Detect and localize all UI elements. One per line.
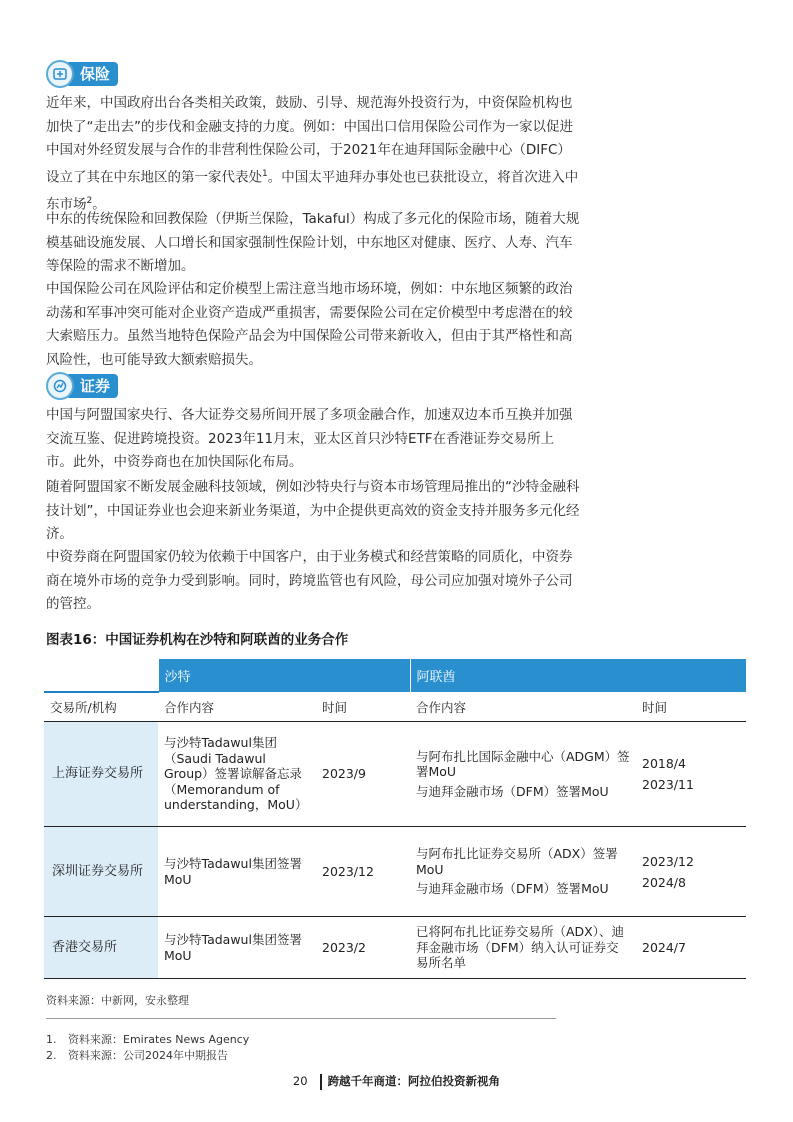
figure-title: 图表16：中国证券机构在沙特和阿联酋的业务合作 [46, 632, 349, 648]
row-uae-time: 2018/4 2023/11 [636, 722, 746, 827]
row-org: 香港交易所 [44, 917, 158, 979]
row-saudi-time: 2023/2 [316, 917, 410, 979]
page-footer [0, 1073, 793, 1090]
column-header-saudi-content: 合作内容 [158, 692, 316, 722]
section-header-securities [46, 372, 118, 400]
row-uae-content: 已将阿布扎比证券交易所（ADX）、迪拜金融市场（DFM）纳入认可证券交易所名单 [410, 917, 636, 979]
table-row [44, 827, 746, 917]
row-saudi-content: 与沙特Tadawul集团签署MoU [158, 827, 316, 917]
table-row [44, 722, 746, 827]
footnote-ref-2: 2 [86, 195, 93, 206]
footer-title: 跨越千年商道：阿拉伯投资新视角 [327, 1074, 501, 1088]
row-org: 上海证券交易所 [44, 722, 158, 827]
section-header-insurance [46, 60, 118, 88]
cooperation-table [44, 659, 746, 979]
insurance-icon [46, 60, 74, 88]
row-saudi-content: 与沙特Tadawul集团签署MoU [158, 917, 316, 979]
table-group-header-row [44, 659, 746, 692]
table-column-header-row [44, 692, 746, 722]
row-uae-time: 2024/7 [636, 917, 746, 979]
paragraph-insurance-1: 近年来，中国政府出台各类相关政策，鼓励、引导、规范海外投资行为，中资保险机构也加快了“走出去”的步伐和金融支持的力度。例如：中国出口信用保险公司作为一家以促进中国对外经贸发展与合作的非营利性保险公司，于2021年在迪拜国际金融中心（DIFC）设立了其在中东地区的第一家代表处$^1$。中国太平迪拜办事处也已获批设立，将首次进入中东市场$^2$。 [46, 95, 579, 212]
securities-icon [46, 372, 74, 400]
column-header-saudi-time: 时间 [316, 692, 410, 722]
row-uae-content: 与阿布扎比证券交易所（ADX）签署MoU 与迪拜金融市场（DFM）签署MoU [410, 827, 636, 917]
footnote-2: 2. 资料来源：公司2024年中期报告 [46, 1049, 228, 1062]
row-saudi-content: 与沙特Tadawul集团（Saudi Tadawul Group）签署谅解备忘录（Memorandum of understanding，MoU） [158, 722, 316, 827]
section-title-securities: 证券 [68, 374, 118, 398]
paragraph-securities-1: 中国与阿盟国家央行、各大证券交易所间开展了多项金融合作，加速双边本币互换并加强交流互鉴、促进跨境投资。2023年11月末，亚太区首只沙特ETF在香港证券交易所上市。此外，中资券商也在加快国际化布局。 [46, 407, 573, 470]
footnote-divider [46, 1018, 556, 1019]
row-saudi-time: 2023/9 [316, 722, 410, 827]
row-uae-time: 2023/12 2024/8 [636, 827, 746, 917]
group-header-uae: 阿联酋 [410, 659, 746, 692]
paragraph-securities-3: 中资券商在阿盟国家仍较为依赖于中国客户，由于业务模式和经营策略的同质化，中资券商在境外市场的竞争力受到影响。同时，跨境监管也有风险，母公司应加强对境外子公司的管控。 [46, 549, 573, 612]
row-org: 深圳证券交易所 [44, 827, 158, 917]
column-header-uae-content: 合作内容 [410, 692, 636, 722]
paragraph-insurance-2: 中东的传统保险和回教保险（伊斯兰保险，Takaful）构成了多元化的保险市场，随着大规模基础设施发展、人口增长和国家强制性保险计划，中东地区对健康、医疗、人寿、汽车等保险的需求不断增加。 [46, 211, 580, 274]
column-header-uae-time: 时间 [636, 692, 746, 722]
footnote-1: 1. 资料来源：Emirates News Agency [46, 1033, 250, 1046]
column-header-org: 交易所/机构 [44, 692, 158, 722]
table-row [44, 917, 746, 979]
figure-source: 资料来源：中新网，安永整理 [46, 994, 189, 1007]
table-header-blank [44, 659, 158, 692]
paragraph-insurance-3: 中国保险公司在风险评估和定价模型上需注意当地市场环境，例如：中东地区频繁的政治动荡和军事冲突可能对企业资产造成严重损害，需要保险公司在定价模型中考虑潜在的较大索赔压力。虽然当地特色保险产品会为中国保险公司带来新收入，但由于其严格性和高风险性，也可能导致大额索赔损失。 [46, 281, 573, 368]
section-title-insurance: 保险 [68, 62, 118, 86]
page-number: 20 [292, 1074, 308, 1088]
group-header-saudi: 沙特 [158, 659, 410, 692]
row-uae-content: 与阿布扎比国际金融中心（ADGM）签署MoU 与迪拜金融市场（DFM）签署MoU [410, 722, 636, 827]
row-saudi-time: 2023/12 [316, 827, 410, 917]
footnote-ref-1: 1 [262, 168, 268, 179]
paragraph-securities-2: 随着阿盟国家不断发展金融科技领域，例如沙特央行与资本市场管理局推出的“沙特金融科技计划”，中国证券业也会迎来新业务渠道，为中企提供更高效的资金支持并服务多元化经济。 [46, 479, 580, 542]
footer-divider [320, 1074, 322, 1090]
